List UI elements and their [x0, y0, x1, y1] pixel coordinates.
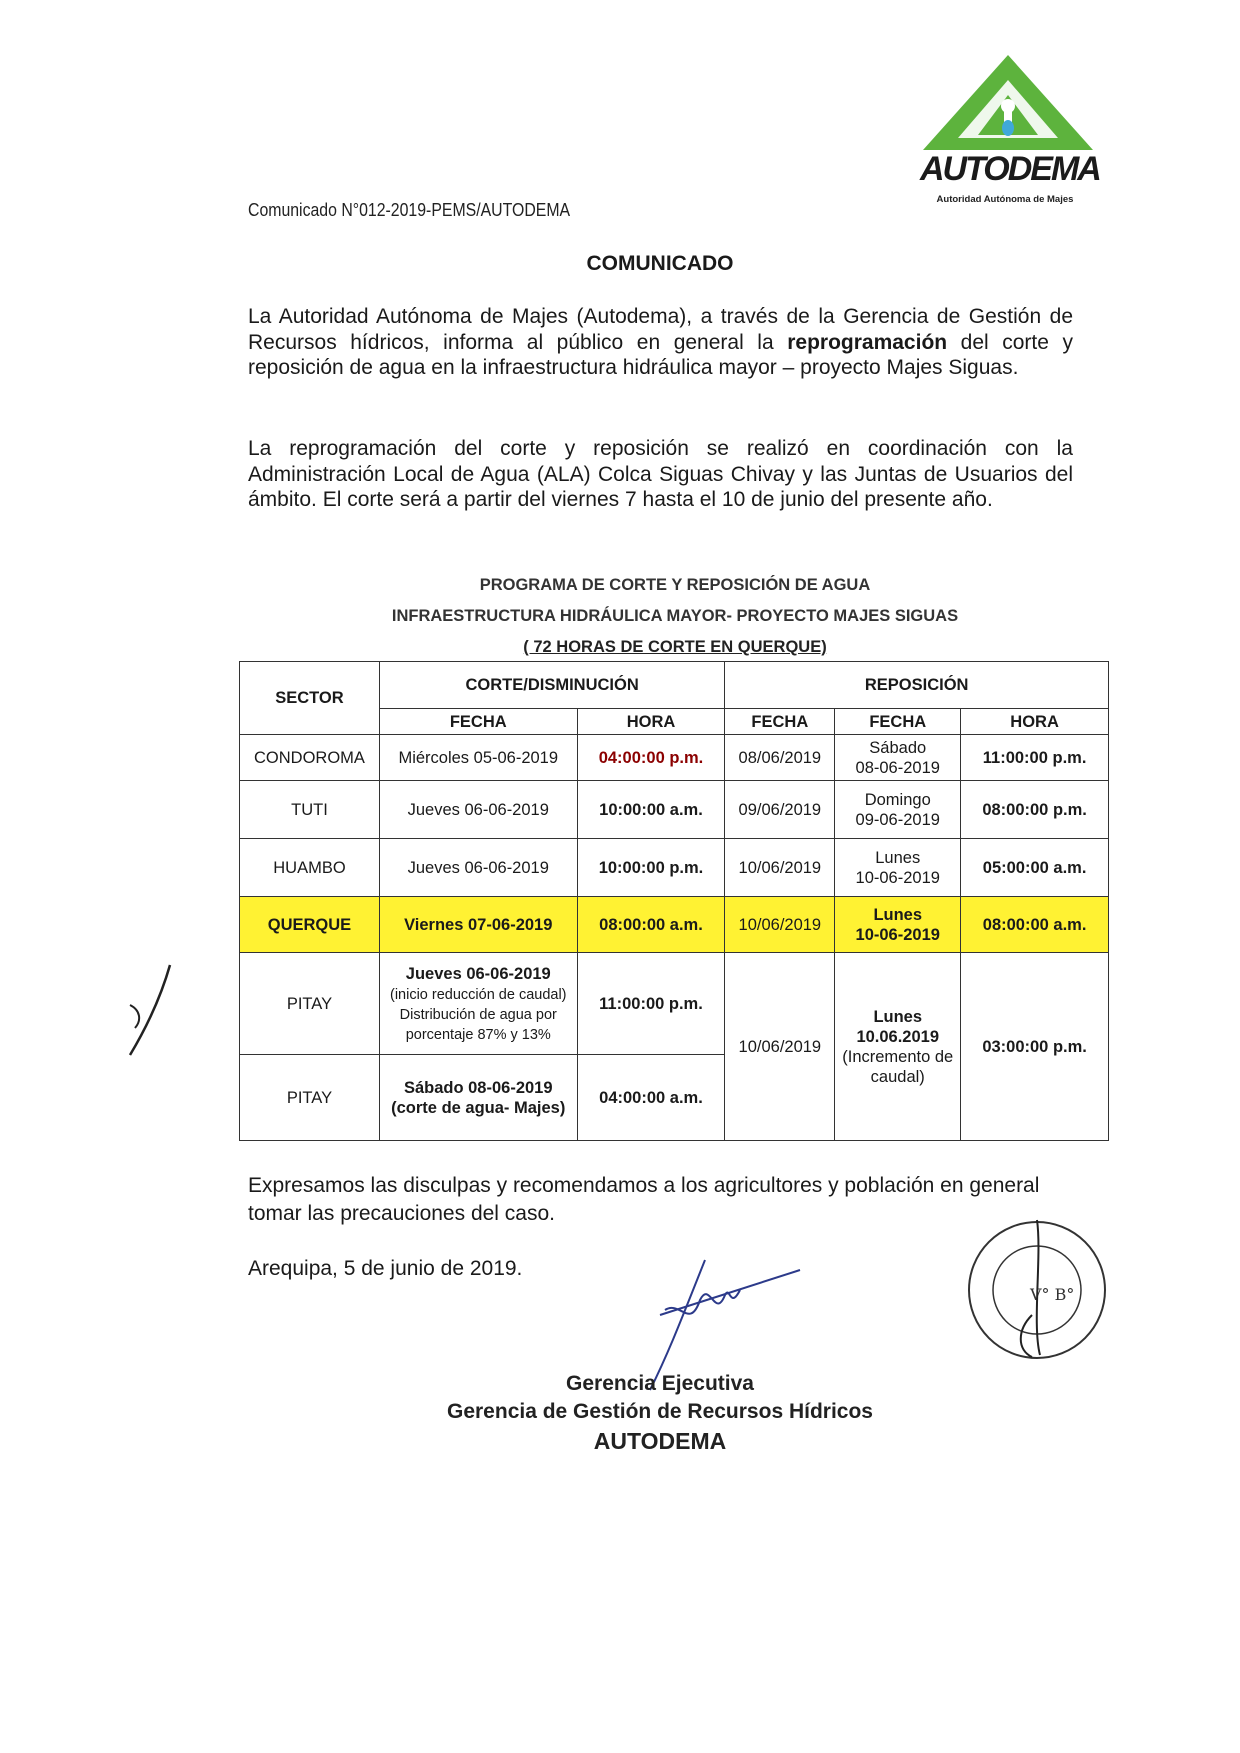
- paragraph-intro: La Autoridad Autónoma de Majes (Autodema), a través de la Gerencia de Gestión de Recursos hídricos, informa al público en general la reprogramación del corte y reposición de agua en la infraestructura hidráulica mayor – proyecto Majes Siguas.: [248, 305, 1073, 379]
- header-fecha-rep: FECHA: [835, 709, 961, 735]
- cell-fecha-corte: Jueves 06-06-2019: [379, 781, 577, 839]
- closing-paragraph: Expresamos las disculpas y recomendamos a los agricultores y población en general tomar las precauciones del caso.: [248, 1174, 1040, 1225]
- cell-sector: PITAY: [240, 953, 380, 1055]
- cell-hora-rep: 11:00:00 p.m.: [961, 735, 1109, 781]
- cell-hora-corte: 11:00:00 p.m.: [577, 953, 725, 1055]
- cell-hora-rep: 05:00:00 a.m.: [961, 839, 1109, 897]
- reference-number: Comunicado N°012-2019-PEMS/AUTODEMA: [248, 200, 571, 220]
- table-title-line2: INFRAESTRUCTURA HIDRÁULICA MAYOR- PROYECTO MAJES SIGUAS: [391, 607, 959, 625]
- stamp-center-text: V° B°: [1030, 1285, 1075, 1304]
- cell-sector: CONDOROMA: [240, 735, 380, 781]
- cell-fecha-rep: Sábado 08-06-2019: [835, 735, 961, 781]
- cell-fecha: 10/06/2019: [725, 839, 835, 897]
- official-stamp-icon: [962, 1215, 1112, 1365]
- logo-wordmark: AUTODEMA: [920, 150, 1100, 188]
- table-row-highlighted: [240, 897, 1109, 953]
- cell-fecha-rep: Domingo 09-06-2019: [835, 781, 961, 839]
- cell-fecha-rep: Lunes 10.06.2019 (Incremento de caudal): [835, 953, 961, 1141]
- logo-subtitle: Autoridad Autónoma de Majes: [936, 194, 1074, 205]
- cell-sector: TUTI: [240, 781, 380, 839]
- cell-fecha: 10/06/2019: [725, 953, 835, 1141]
- cell-sector: PITAY: [240, 1055, 380, 1141]
- table-row: [240, 735, 1109, 781]
- table-row: [240, 953, 1109, 1055]
- cell-hora-corte: 04:00:00 a.m.: [577, 1055, 725, 1141]
- date-line: Arequipa, 5 de junio de 2019.: [248, 1257, 523, 1280]
- cell-hora-corte: 10:00:00 a.m.: [577, 781, 725, 839]
- cell-sector: QUERQUE: [240, 897, 380, 953]
- cell-hora-corte: 08:00:00 a.m.: [577, 897, 725, 953]
- document-title: COMUNICADO: [586, 252, 734, 275]
- table-row: [240, 781, 1109, 839]
- cell-fecha: 10/06/2019: [725, 897, 835, 953]
- autodema-logo-icon: [918, 50, 1098, 160]
- cell-hora-rep: 08:00:00 p.m.: [961, 781, 1109, 839]
- cell-hora-corte: 04:00:00 p.m.: [577, 735, 725, 781]
- cell-fecha-rep: Lunes 10-06-2019: [835, 897, 961, 953]
- table-title-line3: ( 72 HORAS DE CORTE EN QUERQUE): [523, 638, 827, 656]
- signature-line-3: AUTODEMA: [593, 1428, 727, 1454]
- cell-sector: HUAMBO: [240, 839, 380, 897]
- table-title-line1: PROGRAMA DE CORTE Y REPOSICIÓN DE AGUA: [479, 576, 871, 594]
- cell-fecha-corte: Sábado 08-06-2019 (corte de agua- Majes): [379, 1055, 577, 1141]
- cell-fecha: 08/06/2019: [725, 735, 835, 781]
- cell-fecha-corte: Miércoles 05-06-2019: [379, 735, 577, 781]
- header-sector: SECTOR: [240, 662, 380, 735]
- header-hora-rep: HORA: [961, 709, 1109, 735]
- header-fecha-corte: FECHA: [379, 709, 577, 735]
- cell-fecha-corte: Jueves 06-06-2019 (inicio reducción de caudal) Distribución de agua por porcentaje 87% y 13%: [379, 953, 577, 1055]
- cell-hora-corte: 10:00:00 p.m.: [577, 839, 725, 897]
- schedule-table: [239, 661, 1109, 1141]
- cell-fecha-corte: Jueves 06-06-2019: [379, 839, 577, 897]
- header-hora-corte: HORA: [577, 709, 725, 735]
- paragraph-coordination: La reprogramación del corte y reposición se realizó en coordinación con la Administración Local de Agua (ALA) Colca Siguas Chivay y las Juntas de Usuarios del ámbito. El corte será a partir del viernes 7 hasta el 10 de junio del presente año.: [248, 437, 1073, 511]
- margin-pen-mark-icon: [120, 960, 180, 1060]
- cell-fecha-rep: Lunes 10-06-2019: [835, 839, 961, 897]
- cell-fecha: 09/06/2019: [725, 781, 835, 839]
- header-reposicion: REPOSICIÓN: [725, 662, 1109, 709]
- header-corte: CORTE/DISMINUCIÓN: [379, 662, 724, 709]
- header-fecha: FECHA: [725, 709, 835, 735]
- cell-hora-rep: 08:00:00 a.m.: [961, 897, 1109, 953]
- table-row: [240, 839, 1109, 897]
- signature-line-1: Gerencia Ejecutiva: [566, 1372, 754, 1395]
- cell-fecha-corte: Viernes 07-06-2019: [379, 897, 577, 953]
- cell-hora-rep: 03:00:00 p.m.: [961, 953, 1109, 1141]
- signature-line-2: Gerencia de Gestión de Recursos Hídricos: [447, 1400, 873, 1423]
